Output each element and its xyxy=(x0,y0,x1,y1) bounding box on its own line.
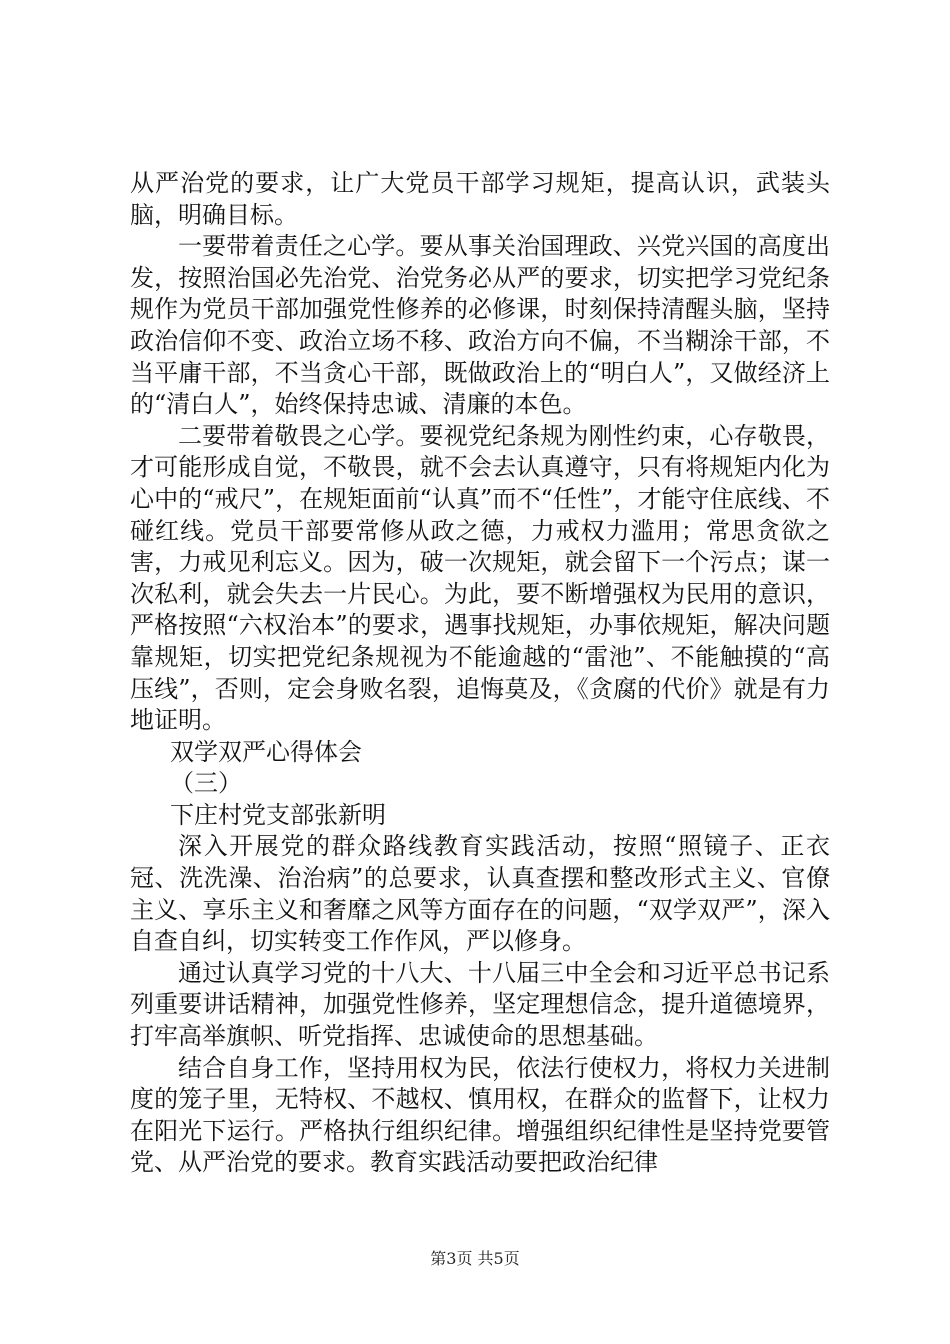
paragraph-mass-line: 深入开展党的群众路线教育实践活动，按照“照镜子、正衣冠、洗洗澡、治治病”的总要求，认真查摆和整改形式主义、官僚主义、享乐主义和奢靡之风等方面存在的问题，“双学双严”，深入自查自纠，切实转变工作作风，严以修身。 xyxy=(130,832,830,956)
section-title: 双学双严心得体会 xyxy=(170,737,362,766)
page-footer: 第3页 共5页 xyxy=(430,1249,520,1268)
paragraph-continuation: 从严治党的要求，让广大党员干部学习规矩，提高认识，武装头脑，明确目标。 xyxy=(130,169,830,229)
paragraph-power: 结合自身工作，坚持用权为民，依法行使权力，将权力关进制度的笼子里，无特权、不越权、慎用权，在群众的监督下，让权力在阳光下运行。严格执行组织纪律。增强组织纪律性是坚持党要管党、从严治党的要求。教育实践活动要把政治纪律 xyxy=(130,1053,830,1177)
section-number: （三） xyxy=(170,769,242,798)
paragraph-reverence: 二要带着敬畏之心学。要视党纪条规为刚性约束，心存敬畏，才可能形成自觉，不敬畏，就不会去认真遵守，只有将规矩内化为心中的“戒尺”，在规矩面前“认真”而不“任性”，才能守住底线、不碰红线。党员干部要常修从政之德，力戒权力滥用；常思贪欲之害，力戒见利忘义。因为，破一次规矩，就会留下一个污点；谋一次私利，就会失去一片民心。为此，要不断增强权为民用的意识，严格按照“六权治本”的要求，遇事找规矩，办事依规矩，解决问题靠规矩，切实把党纪条规视为不能逾越的“雷池”、不能触摸的“高压线”，否则，定会身败名裂，追悔莫及，《贪腐的代价》就是有力地证明。 xyxy=(130,421,830,735)
paragraph-responsibility: 一要带着责任之心学。要从事关治国理政、兴党兴国的高度出发，按照治国必先治党、治党务必从严的要求，切实把学习党纪条规作为党员干部加强党性修养的必修课，时刻保持清醒头脑，坚持政治信仰不变、政治立场不移、政治方向不偏，不当糊涂干部，不当平庸干部，不当贪心干部，既做政治上的“明白人”，又做经济上的“清白人”，始终保持忠诚、清廉的本色。 xyxy=(130,232,830,419)
document-body xyxy=(130,168,830,1179)
author-line: 下庄村党支部张新明 xyxy=(170,800,386,829)
paragraph-study: 通过认真学习党的十八大、十八届三中全会和习近平总书记系列重要讲话精神，加强党性修养，坚定理想信念，提升道德境界，打牢高举旗帜、听党指挥、忠诚使命的思想基础。 xyxy=(130,958,830,1051)
